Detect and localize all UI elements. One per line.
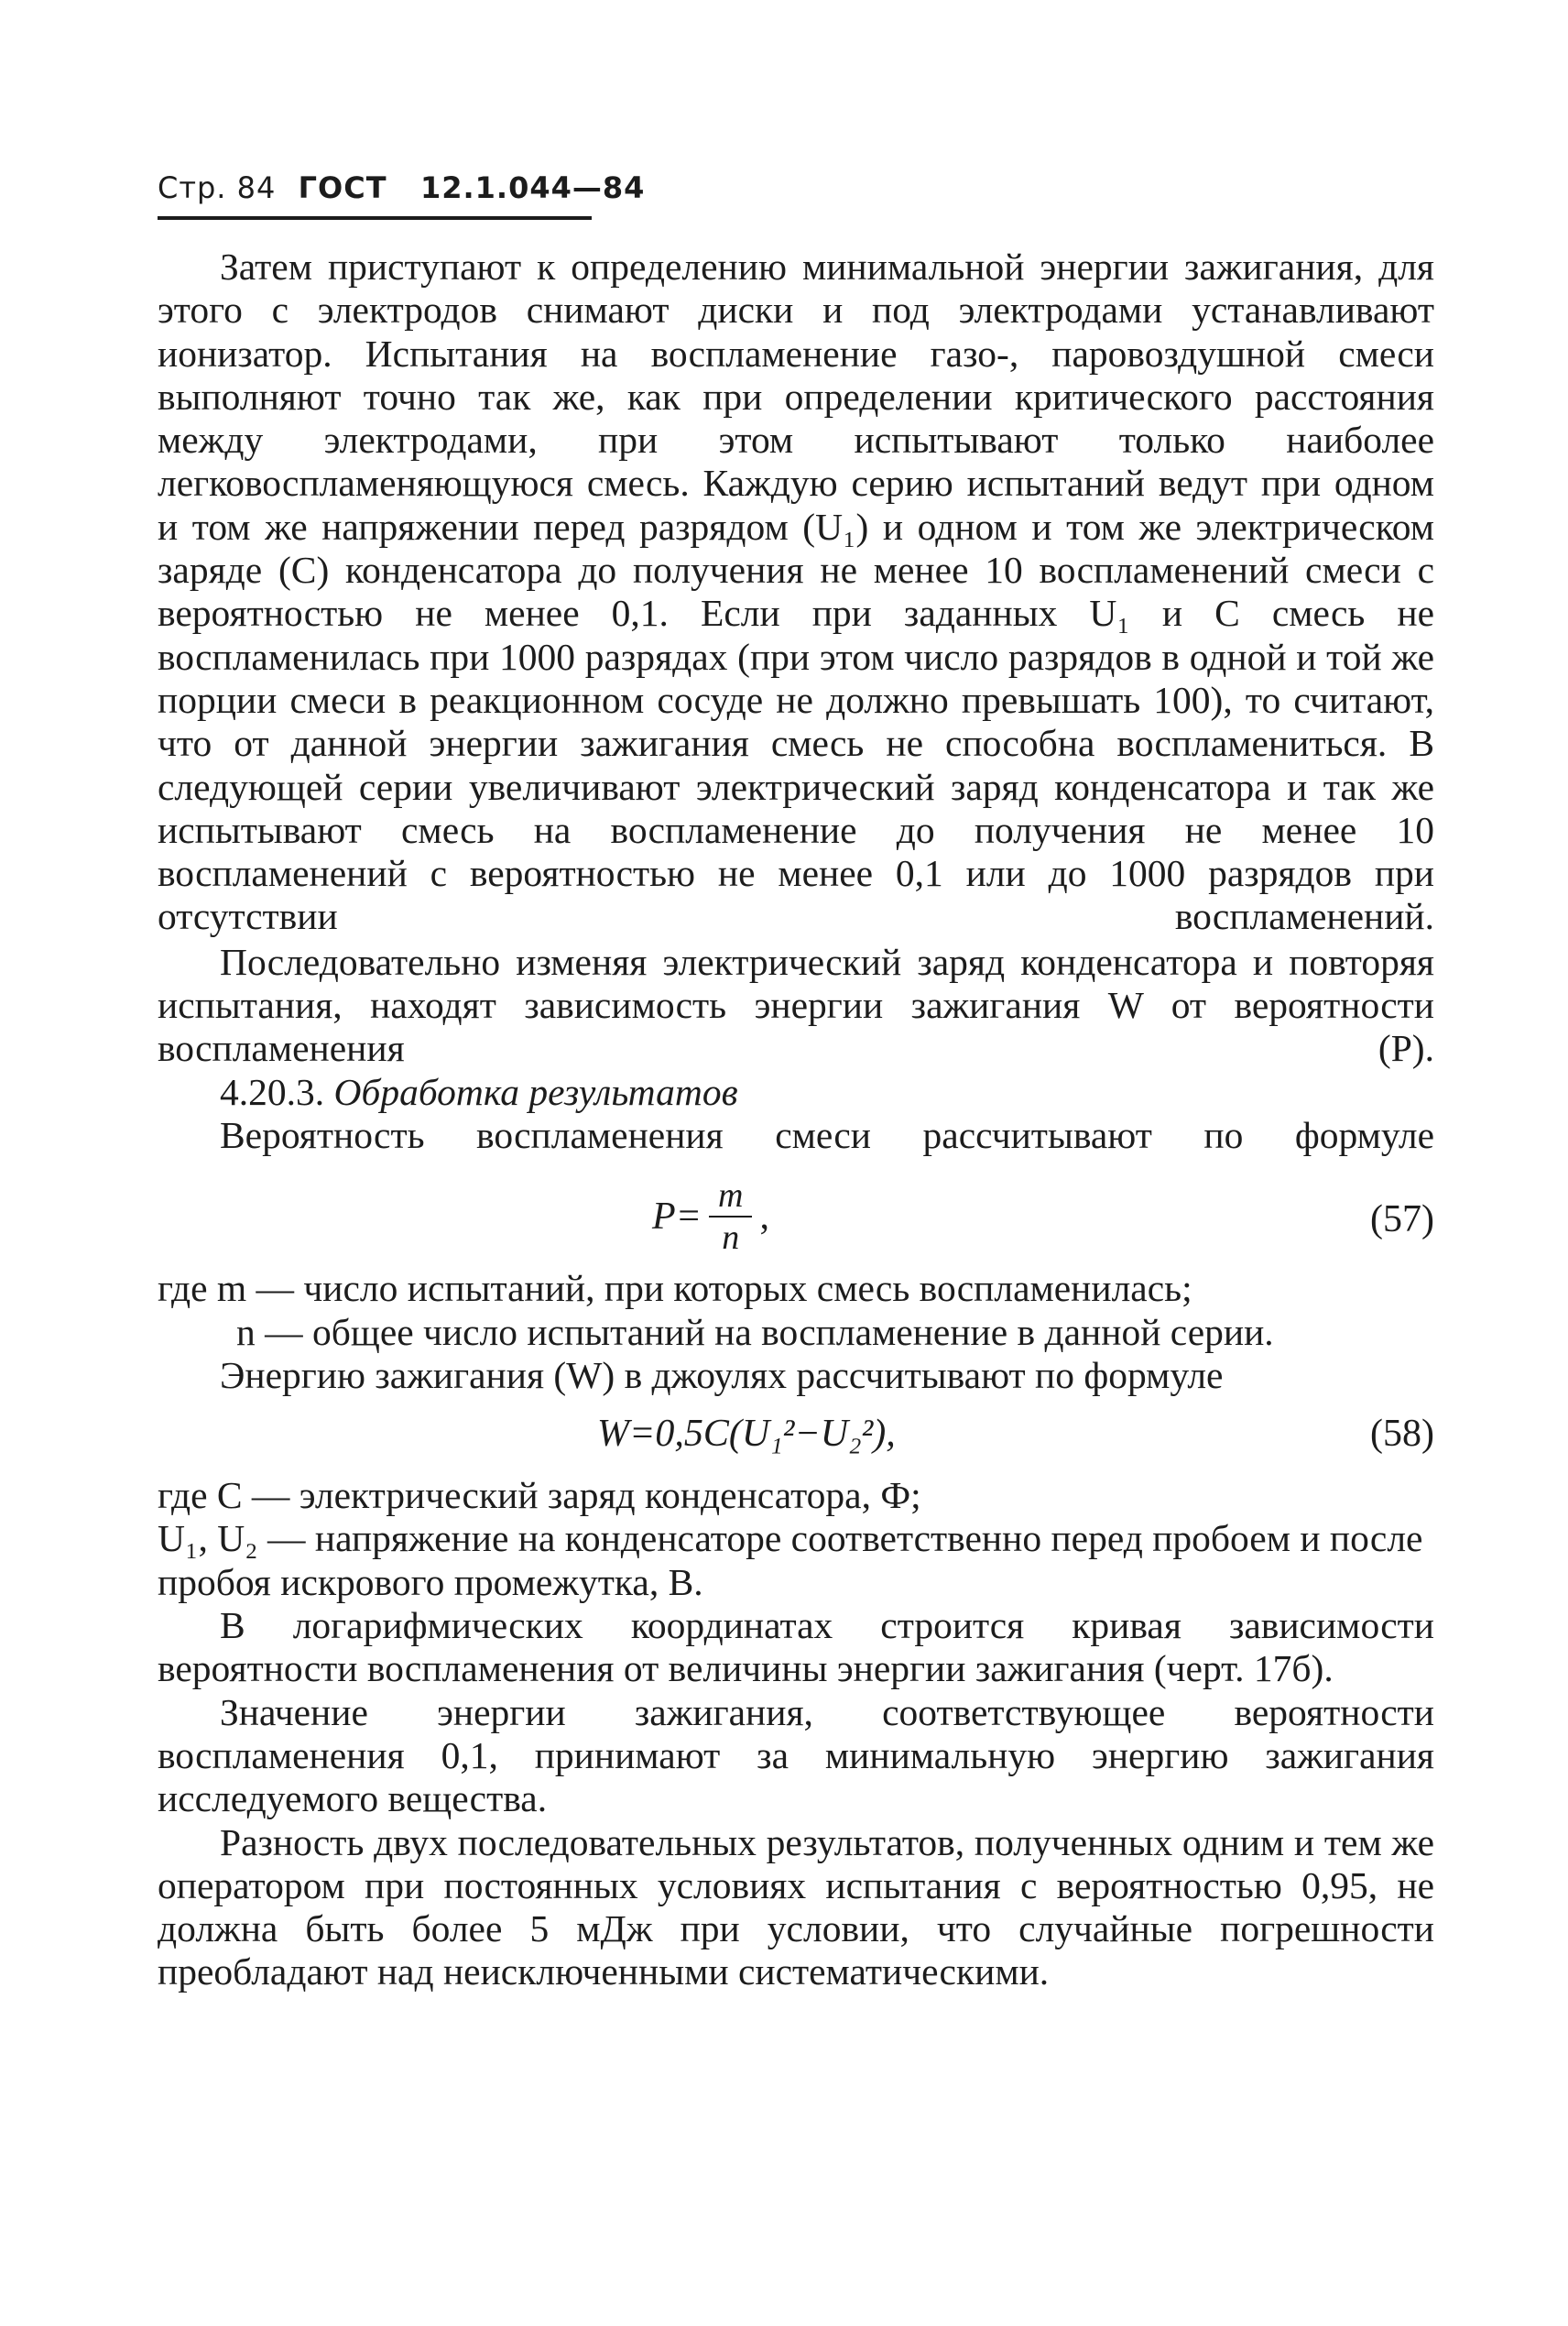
paragraph-dependency: Последовательно изменяя электрический заряд конденсатора и повторяя испытания, находят зависимость энергии зажигания W от вероятности воспламенения (P). <box>158 940 1434 1070</box>
section-heading <box>158 1071 1434 1114</box>
page-body <box>158 246 1434 1994</box>
paragraph-ignition-procedure: Затем приступают к определению минимальной энергии зажигания, для этого с электродов снимают диски и под электродами устанавливают ионизатор. Испытания на воспламенение газо-, паровоздушной смеси выполняют точно так же, как при определении критического расстояния между электродами, при этом испытывают только наиболее легковоспламеняющуюся смесь. Каждую серию испытаний ведут при одном и том же напряжении перед разрядом (U₁) и одном и том же электрическом заряде (C) конденсатора до получения не менее 10 воспламенений смеси с вероятностью не менее 0,1. Если при заданных U₁ и C смесь не воспламенилась при 1000 разрядах (при этом число разрядов в одной и той же порции смеси в реакционном сосуде не должно превышать 100), то считают, что от данной энергии зажигания смесь не способна воспламениться. В следующей серии увеличивают электрический заряд конденсатора и так же испытывают смесь на воспламенение до получения не менее 10 воспламенений с вероятностью не менее 0,1 или до 1000 разрядов при отсутствии воспламенений. <box>158 246 1434 938</box>
where-u-definition: U₁, U₂ — напряжение на конденсаторе соответственно перед пробоем и после пробоя искрового промежутка, В. <box>158 1517 1423 1603</box>
paragraph-min-energy: Значение энергии зажигания, соответствующее вероятности воспламенения 0,1, принимают за минимальную энергию зажигания исследуемого вещества. <box>158 1690 1434 1820</box>
section-number: 4.20.3. <box>220 1070 325 1113</box>
where-c-definition: где C — электрический заряд конденсатора, Ф; <box>158 1474 921 1517</box>
formula-57-expression <box>652 1175 769 1258</box>
paragraph-repeatability: Разность двух последовательных результатов, полученных одним и тем же оператором при постоянных условиях испытания с вероятностью 0,95, не должна быть более 5 мДж при условии, что случайные погрешности преобладают над неисключенными систематическими. <box>158 1820 1434 1993</box>
formula-58-expression: W=0,5C(U₁²−U₂²), <box>597 1413 896 1456</box>
formula-58-number: (58) <box>1370 1413 1434 1456</box>
paragraph-energy-formula-intro: Энергию зажигания (W) в джоулях рассчитывают по формуле <box>220 1353 1224 1396</box>
standard-label: ГОСТ <box>298 170 387 205</box>
formula-57-denominator: n <box>722 1218 740 1258</box>
formula-57-number: (57) <box>1370 1198 1434 1241</box>
formula-57 <box>158 1157 1434 1267</box>
formula-57-fraction <box>709 1175 752 1258</box>
formula-57-lhs: P= <box>652 1196 702 1239</box>
paragraph-probability-formula-intro: Вероятность воспламенения смеси рассчитывают по формуле <box>220 1113 1434 1156</box>
page-number: Стр. 84 <box>158 170 277 205</box>
where-m-definition: где m — число испытаний, при которых смесь воспламенилась; <box>158 1267 1192 1310</box>
section-title: Обработка результатов <box>333 1070 738 1113</box>
paragraph-log-curve: В логарифмических координатах строится кривая зависимости вероятности воспламенения от величины энергии зажигания (черт. 17б). <box>158 1604 1434 1690</box>
standard-number: 12.1.044—84 <box>419 170 646 205</box>
where-n-definition: n — общее число испытаний на воспламенение в данной серии. <box>236 1310 1274 1353</box>
formula-57-trail: , <box>759 1196 769 1239</box>
page-header <box>158 170 645 205</box>
formula-58 <box>158 1397 1434 1474</box>
formula-57-numerator: m <box>709 1175 752 1218</box>
header-rule <box>158 216 592 220</box>
